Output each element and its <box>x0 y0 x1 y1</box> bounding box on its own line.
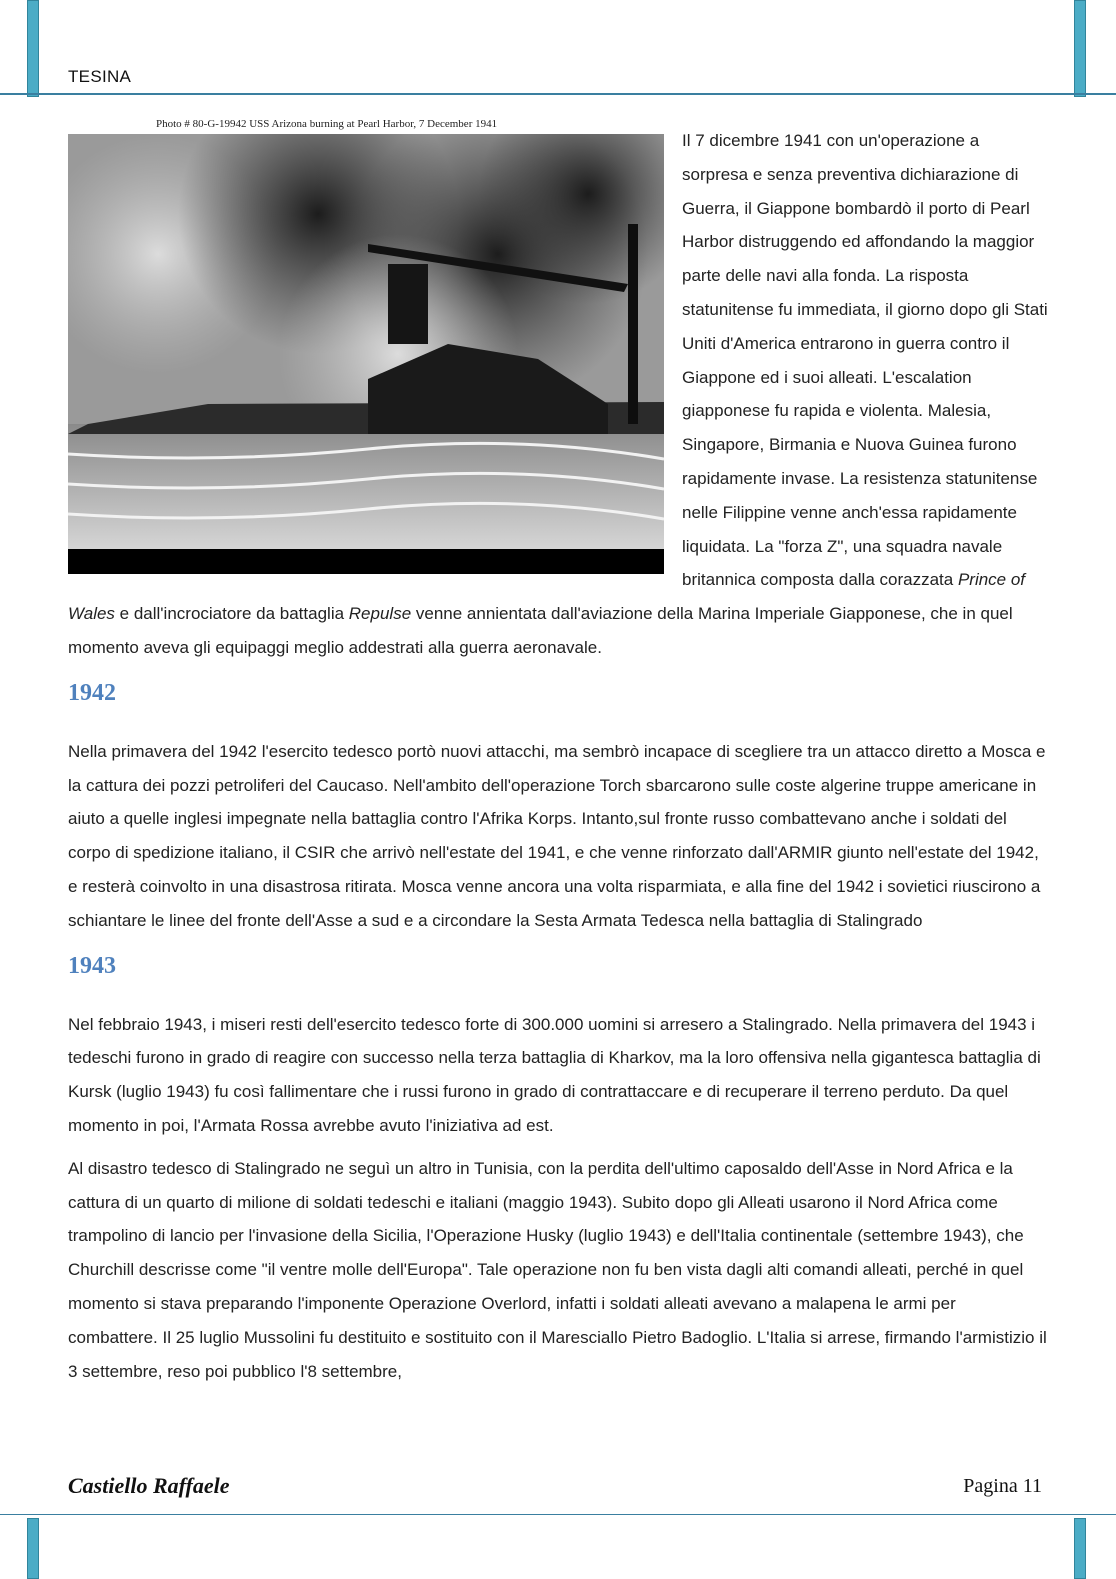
ship-name-prince-of-wales: Prince of Wales <box>68 570 1026 624</box>
decorative-bar-top-right <box>1074 0 1086 97</box>
mast-structure <box>388 264 428 344</box>
photo-black-band <box>68 549 664 574</box>
page-content <box>68 118 1048 1388</box>
paragraph-1943-a: Nel febbraio 1943, i miseri resti dell'esercito tedesco forte di 300.000 uomini si arresero a Stalingrado. Nella primavera del 1943 i tedeschi furono in grado di reagire con successo nella terza battaglia di Kharkov, ma la loro offensiva nella gigantesca battaglia di Kursk (luglio 1943) fu così fallimentare che i russi furono in grado di contrattaccare e di recuperare il terreno perduto. Da quel momento in poi, l'Armata Rossa avrebbe avuto l'iniziativa ad est. <box>68 1014 1041 1135</box>
page-number: Pagina 11 <box>963 1475 1042 1497</box>
paragraph-1943-b: Al disastro tedesco di Stalingrado ne seguì un altro in Tunisia, con la perdita dell'ultimo caposaldo dell'Asse in Nord Africa e la cattura di un quarto di milione di soldati tedeschi e italiani (maggio 1943). Subito dopo gli Alleati usarono il Nord Africa come trampolino di lancio per l'invasione della Sicilia, l'Operazione Husky (luglio 1943) e dell'Italia continentale (settembre 1943), che Churchill descrisse come "il ventre molle dell'Europa". Tale operazione non fu ben vista dagli alti comandi alleati, perché in quel momento si stava preparando l'imponente Operazione Overlord, infatti i soldati alleati avevano a malapena le armi per combattere. Il 25 luglio Mussolini fu destituito e sostituito con il Maresciallo Pietro Badoglio. L'Italia si arrese, firmando l'armistizio il 3 settembre, reso poi pubblico l'8 settembre, <box>68 1158 1047 1381</box>
intro-paragraph: Il 7 dicembre 1941 con un'operazione a sorpresa e senza preventiva dichiarazione di Guerra, il Giappone bombardò il porto di Pearl Harbor distruggendo ed affondando la maggior parte delle navi alla fonda. La risposta statunitense fu immediata, il giorno dopo gli Stati Uniti d'America entrarono in guerra contro il Giappone ed i suoi alleati. L'escalation giapponese fu rapida e violenta. Malesia, Singapore, Birmania e Nuova Guinea furono rapidamente invase. La resistenza statunitense nelle Filippine venne anch'essa rapidamente liquidata. La "forza Z", una squadra navale britannica composta dalla corazzata Prince of Wales e dall'incrociatore da battaglia Repulse venne annientata dall'aviazione della Marina Imperiale Giapponese, che in quel momento aveva gli equipaggi meglio addestrati alla guerra aeronavale. <box>68 131 1048 657</box>
header-rule <box>0 93 1116 95</box>
decorative-bar-bottom-right <box>1074 1518 1086 1579</box>
ship-name-repulse: Repulse <box>348 604 412 624</box>
paragraph-1942: Nella primavera del 1942 l'esercito tedesco portò nuovi attacchi, ma sembrò incapace di scegliere tra un attacco diretto a Mosca e la cattura dei pozzi petroliferi del Caucaso. Nell'ambito dell'operazione Torch sbarcarono sulle coste algerine truppe americane in aiuto a quelle inglesi impegnate nella battaglia contro l'Afrika Korps. Intanto,sul fronte russo combattevano anche i soldati del corpo di spedizione italiano, il CSIR che arrivò nell'estate del 1941, e che venne rinforzato dall'ARMIR giunto nell'estate del 1942, e resterà coinvolto in una disastrosa ritirata. Mosca venne ancora una volta risparmiata, e alla fine del 1942 i sovietici riuscirono a schiantare le linee del fronte dell'Asse a sud e a circondare la Sesta Armata Tedesca nella battaglia di Stalingrado <box>68 741 1046 930</box>
header-title: TESINA <box>68 67 132 86</box>
pearl-harbor-photo <box>68 118 664 579</box>
photo-caption: Photo # 80-G-19942 USS Arizona burning at Pearl Harbor, 7 December 1941 <box>156 118 498 130</box>
paragraph-gap <box>68 1143 1048 1152</box>
decorative-bar-bottom-left <box>27 1518 39 1579</box>
footer-rule <box>0 1514 1116 1515</box>
heading-1942: 1942 <box>68 679 116 706</box>
footer-author: Castiello Raffaele <box>68 1473 230 1498</box>
photo-image <box>68 134 664 574</box>
tower <box>628 224 638 424</box>
heading-1943: 1943 <box>68 952 116 979</box>
decorative-bar-top-left <box>27 0 39 97</box>
